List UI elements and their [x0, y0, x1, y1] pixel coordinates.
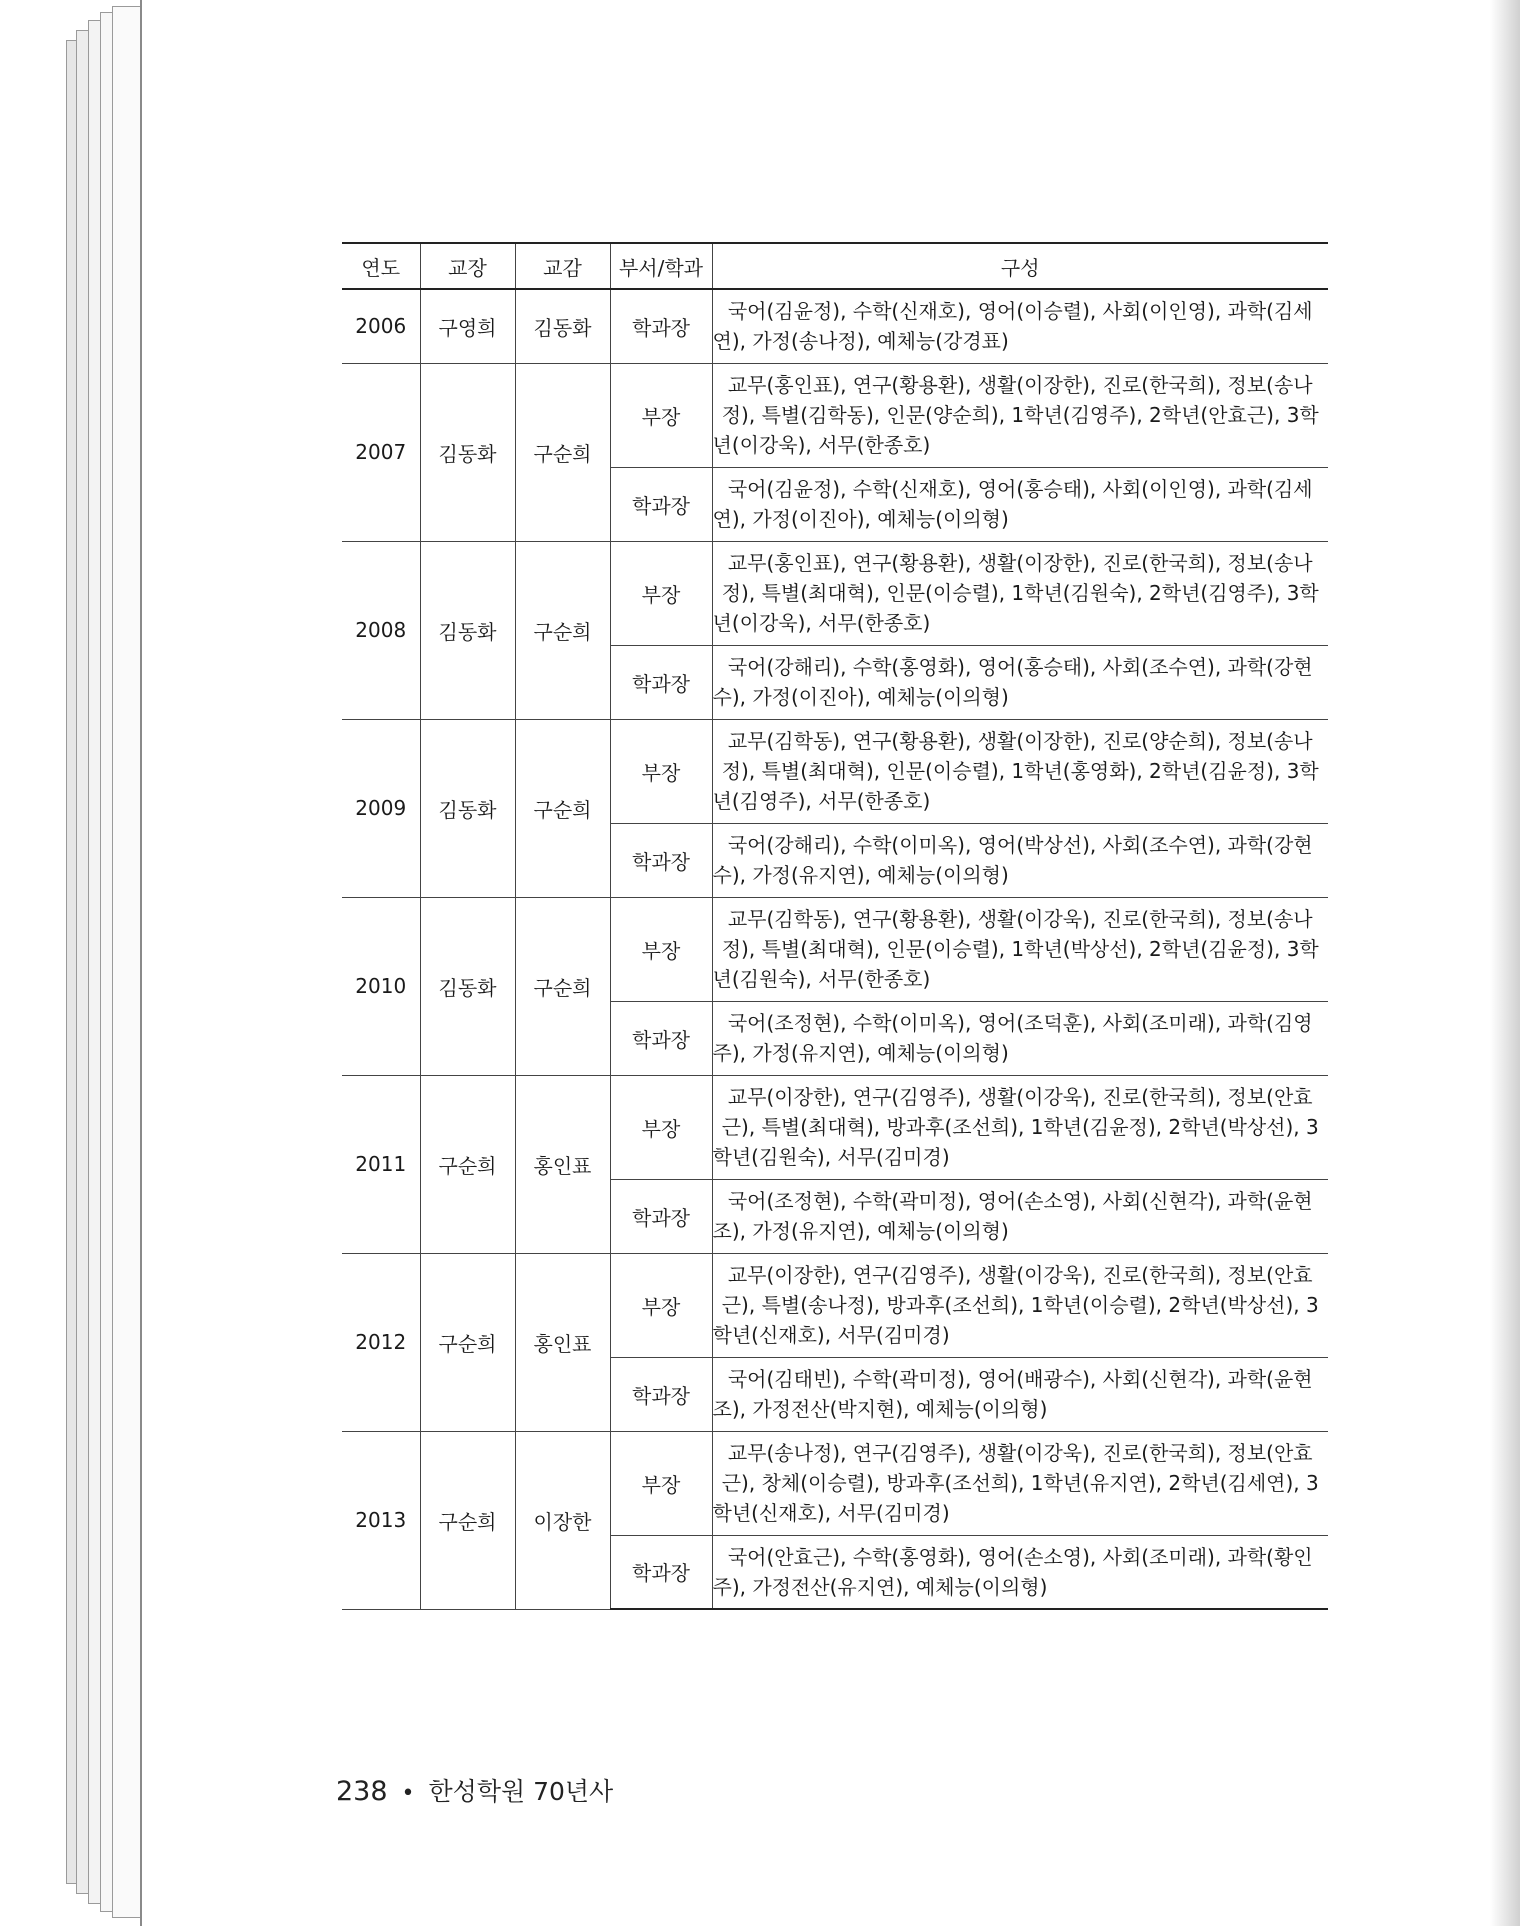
composition-cell: 국어(조정현), 수학(곽미정), 영어(손소영), 사회(신현각), 과학(윤현조), 가정(유지연), 예체능(이의형) — [712, 1179, 1328, 1253]
principal-cell: 김동화 — [420, 541, 515, 719]
principal-cell: 구순희 — [420, 1253, 515, 1431]
principal-cell: 구순희 — [420, 1431, 515, 1609]
table-header-row — [342, 243, 1328, 289]
table-row — [342, 541, 1328, 645]
department-cell: 학과장 — [610, 1357, 712, 1431]
principal-cell: 김동화 — [420, 363, 515, 541]
department-cell: 학과장 — [610, 1535, 712, 1609]
composition-cell: 국어(김윤정), 수학(신재호), 영어(이승렬), 사회(이인영), 과학(김세연), 가정(송나정), 예체능(강경표) — [712, 289, 1328, 363]
principal-cell: 김동화 — [420, 897, 515, 1075]
footer-separator: • — [401, 1781, 415, 1806]
table-row — [342, 897, 1328, 1001]
header-year: 연도 — [342, 243, 420, 289]
department-cell: 부장 — [610, 1431, 712, 1535]
vice-principal-cell: 구순희 — [515, 897, 610, 1075]
department-cell: 부장 — [610, 541, 712, 645]
vice-principal-cell: 이장한 — [515, 1431, 610, 1609]
composition-cell: 국어(안효근), 수학(홍영화), 영어(손소영), 사회(조미래), 과학(황인주), 가정전산(유지연), 예체능(이의형) — [712, 1535, 1328, 1609]
composition-cell: 교무(이장한), 연구(김영주), 생활(이강욱), 진로(한국희), 정보(안효근), 특별(송나정), 방과후(조선희), 1학년(이승렬), 2학년(박상선), 3학년(신재호), 서무(김미경) — [712, 1253, 1328, 1357]
composition-cell: 국어(김태빈), 수학(곽미정), 영어(배광수), 사회(신현각), 과학(윤현조), 가정전산(박지현), 예체능(이의형) — [712, 1357, 1328, 1431]
table-row — [342, 1075, 1328, 1179]
table-row — [342, 289, 1328, 363]
composition-cell: 국어(강해리), 수학(이미옥), 영어(박상선), 사회(조수연), 과학(강현수), 가정(유지연), 예체능(이의형) — [712, 823, 1328, 897]
department-cell: 부장 — [610, 1075, 712, 1179]
header-principal: 교장 — [420, 243, 515, 289]
year-cell: 2011 — [342, 1075, 420, 1253]
department-cell: 학과장 — [610, 645, 712, 719]
book-title: 한성학원 70년사 — [428, 1777, 614, 1806]
table-row — [342, 1431, 1328, 1535]
principal-cell: 구영희 — [420, 289, 515, 363]
department-cell: 학과장 — [610, 1179, 712, 1253]
year-cell: 2007 — [342, 363, 420, 541]
header-department: 부서/학과 — [610, 243, 712, 289]
department-cell: 부장 — [610, 897, 712, 1001]
composition-cell: 교무(홍인표), 연구(황용환), 생활(이장한), 진로(한국희), 정보(송나정), 특별(김학동), 인문(양순희), 1학년(김영주), 2학년(안효근), 3학년(이강욱), 서무(한종호) — [712, 363, 1328, 467]
department-cell: 학과장 — [610, 289, 712, 363]
department-cell: 부장 — [610, 1253, 712, 1357]
composition-cell: 국어(강해리), 수학(홍영화), 영어(홍승태), 사회(조수연), 과학(강현수), 가정(이진아), 예체능(이의형) — [712, 645, 1328, 719]
year-cell: 2006 — [342, 289, 420, 363]
composition-cell: 국어(김윤정), 수학(신재호), 영어(홍승태), 사회(이인영), 과학(김세연), 가정(이진아), 예체능(이의형) — [712, 467, 1328, 541]
table-row — [342, 719, 1328, 823]
vice-principal-cell: 구순희 — [515, 363, 610, 541]
composition-cell: 교무(김학동), 연구(황용환), 생활(이강욱), 진로(한국희), 정보(송나정), 특별(최대혁), 인문(이승렬), 1학년(박상선), 2학년(김윤정), 3학년(김원숙), 서무(한종호) — [712, 897, 1328, 1001]
year-cell: 2013 — [342, 1431, 420, 1609]
table-row — [342, 1253, 1328, 1357]
department-cell: 부장 — [610, 719, 712, 823]
header-vice-principal: 교감 — [515, 243, 610, 289]
composition-cell: 교무(홍인표), 연구(황용환), 생활(이장한), 진로(한국희), 정보(송나정), 특별(최대혁), 인문(이승렬), 1학년(김원숙), 2학년(김영주), 3학년(이강욱), 서무(한종호) — [712, 541, 1328, 645]
table-row — [342, 363, 1328, 467]
header-composition: 구성 — [712, 243, 1328, 289]
vice-principal-cell: 홍인표 — [515, 1075, 610, 1253]
department-cell: 부장 — [610, 363, 712, 467]
vice-principal-cell: 구순희 — [515, 541, 610, 719]
staff-organization-table — [342, 242, 1328, 1610]
year-cell: 2008 — [342, 541, 420, 719]
year-cell: 2009 — [342, 719, 420, 897]
vice-principal-cell: 구순희 — [515, 719, 610, 897]
department-cell: 학과장 — [610, 467, 712, 541]
year-cell: 2012 — [342, 1253, 420, 1431]
principal-cell: 구순희 — [420, 1075, 515, 1253]
department-cell: 학과장 — [610, 823, 712, 897]
principal-cell: 김동화 — [420, 719, 515, 897]
page-footer — [336, 1772, 613, 1808]
year-cell: 2010 — [342, 897, 420, 1075]
vice-principal-cell: 김동화 — [515, 289, 610, 363]
composition-cell: 교무(이장한), 연구(김영주), 생활(이강욱), 진로(한국희), 정보(안효근), 특별(최대혁), 방과후(조선희), 1학년(김윤정), 2학년(박상선), 3학년(김원숙), 서무(김미경) — [712, 1075, 1328, 1179]
composition-cell: 국어(조정현), 수학(이미옥), 영어(조덕훈), 사회(조미래), 과학(김영주), 가정(유지연), 예체능(이의형) — [712, 1001, 1328, 1075]
vice-principal-cell: 홍인표 — [515, 1253, 610, 1431]
page-right-shadow — [1490, 0, 1520, 1926]
composition-cell: 교무(송나정), 연구(김영주), 생활(이강욱), 진로(한국희), 정보(안효근), 창체(이승렬), 방과후(조선희), 1학년(유지연), 2학년(김세연), 3학년(신재호), 서무(김미경) — [712, 1431, 1328, 1535]
composition-cell: 교무(김학동), 연구(황용환), 생활(이장한), 진로(양순희), 정보(송나정), 특별(최대혁), 인문(이승렬), 1학년(홍영화), 2학년(김윤정), 3학년(김영주), 서무(한종호) — [712, 719, 1328, 823]
department-cell: 학과장 — [610, 1001, 712, 1075]
page-number: 238 — [336, 1776, 388, 1807]
